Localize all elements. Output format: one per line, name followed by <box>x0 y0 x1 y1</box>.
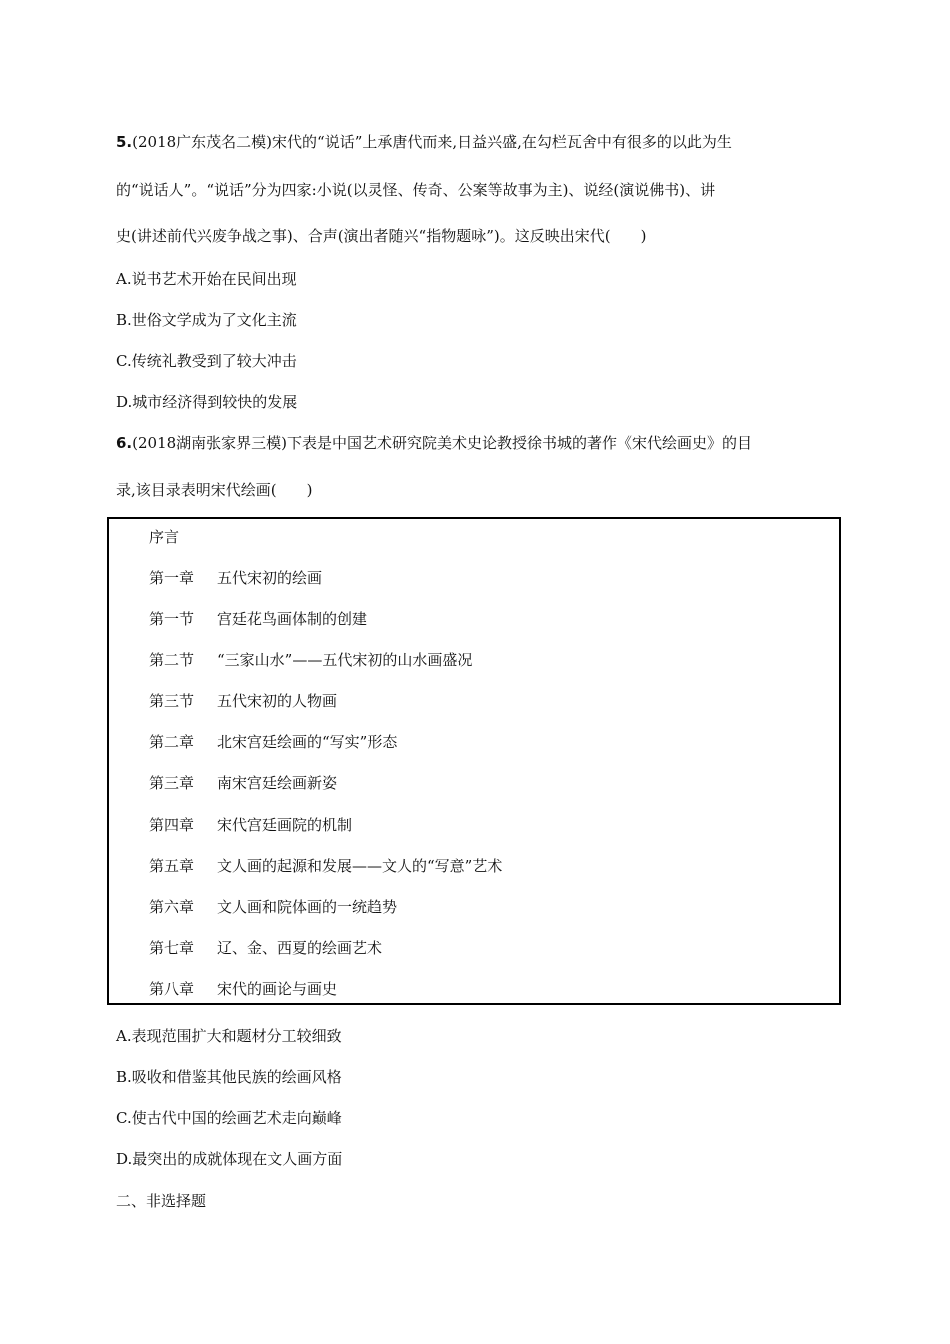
q5-stem-line-1 <box>116 132 732 152</box>
q5-option-a: A.说书艺术开始在民间出现 <box>116 270 297 288</box>
toc-label: 第四章 <box>149 816 195 834</box>
q5-option-d: D.城市经济得到较快的发展 <box>116 393 298 411</box>
q5-number: 5. <box>116 133 133 151</box>
q6-stem-text: (2018湖南张家界三模)下表是中国艺术研究院美术史论教授徐书城的著作《宋代绘画史》的目 <box>132 434 753 452</box>
toc-row <box>149 856 502 876</box>
toc-label: 第七章 <box>149 939 195 957</box>
toc-label: 第八章 <box>149 980 195 998</box>
q5-option-b: B.世俗文学成为了文化主流 <box>116 311 297 329</box>
toc-row-preface <box>149 527 217 547</box>
toc-label: 第一章 <box>149 569 195 587</box>
toc-title: 北宋宫廷绘画的“写实”形态 <box>217 733 398 751</box>
toc-label: 第三节 <box>149 692 195 710</box>
q6-option-c: C.使古代中国的绘画艺术走向巅峰 <box>116 1109 342 1127</box>
q6-number: 6. <box>116 434 133 452</box>
toc-row <box>149 773 337 793</box>
toc-row <box>149 815 352 835</box>
toc-label: 第六章 <box>149 898 195 916</box>
toc-title: 五代宋初的绘画 <box>217 569 323 587</box>
toc-title: 文人画和院体画的一统趋势 <box>217 898 398 916</box>
q6-option-b: B.吸收和借鉴其他民族的绘画风格 <box>116 1068 342 1086</box>
toc-label: 第二节 <box>149 651 195 669</box>
q6-stem-line-2: 录,该目录表明宋代绘画( ) <box>116 481 313 499</box>
q5-stem-line-2: 的“说话人”。“说话”分为四家:小说(以灵怪、传奇、公案等故事为主)、说经(演说佛书)、讲 <box>116 181 716 199</box>
toc-title: 五代宋初的人物画 <box>217 692 338 710</box>
toc-label: 第五章 <box>149 857 195 875</box>
toc-title: 文人画的起源和发展——文人的“写意”艺术 <box>217 857 503 875</box>
toc-row <box>149 897 397 917</box>
toc-title: “三家山水”——五代宋初的山水画盛况 <box>217 651 473 669</box>
toc-title: 宋代宫廷画院的机制 <box>217 816 353 834</box>
toc-row <box>149 609 367 629</box>
toc-title: 宋代的画论与画史 <box>217 980 338 998</box>
q5-stem-text: (2018广东茂名二模)宋代的“说话”上承唐代而来,日益兴盛,在勾栏瓦舍中有很多的以此为生 <box>132 133 732 151</box>
toc-label: 第一节 <box>149 610 195 628</box>
toc-row <box>149 650 472 670</box>
toc-title: 宫廷花鸟画体制的创建 <box>217 610 368 628</box>
toc-row <box>149 568 322 588</box>
toc-table <box>107 517 841 1005</box>
toc-title: 南宋宫廷绘画新姿 <box>217 774 338 792</box>
toc-row <box>149 979 337 999</box>
toc-row <box>149 732 397 752</box>
toc-row <box>149 691 337 711</box>
q6-option-d: D.最突出的成就体现在文人画方面 <box>116 1150 343 1168</box>
q5-stem-line-3: 史(讲述前代兴废争战之事)、合声(演出者随兴“指物题咏”)。这反映出宋代( ) <box>116 227 647 245</box>
toc-label: 序言 <box>149 528 180 546</box>
q6-option-a: A.表现范围扩大和题材分工较细致 <box>116 1027 342 1045</box>
toc-label: 第三章 <box>149 774 195 792</box>
toc-label: 第二章 <box>149 733 195 751</box>
q6-stem-line-1 <box>116 433 752 453</box>
toc-title: 辽、金、西夏的绘画艺术 <box>217 939 383 957</box>
q5-option-c: C.传统礼教受到了较大冲击 <box>116 352 297 370</box>
toc-row <box>149 938 382 958</box>
section-heading: 二、非选择题 <box>116 1192 207 1210</box>
